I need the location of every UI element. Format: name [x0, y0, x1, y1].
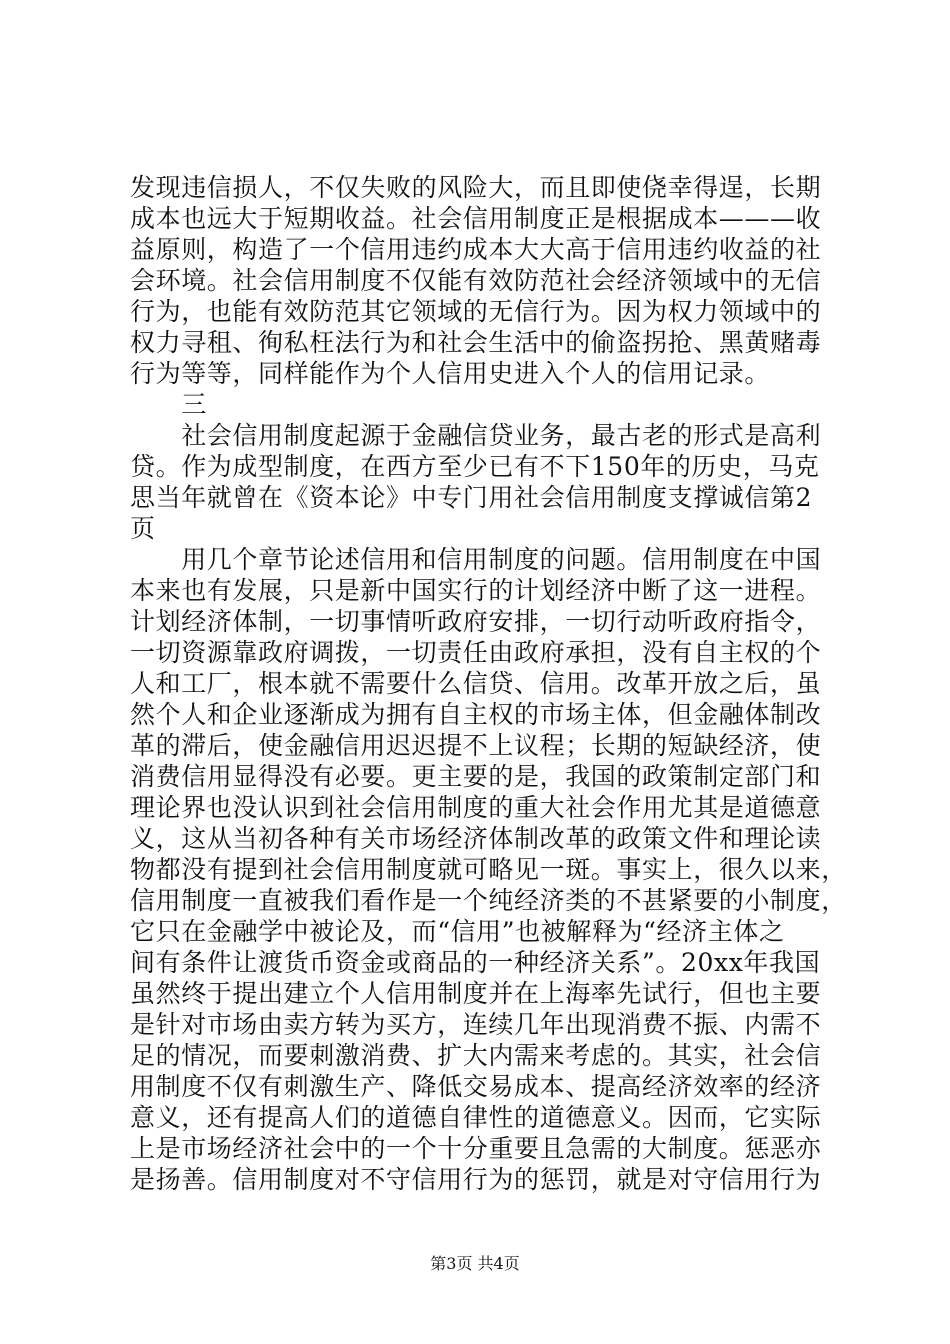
- page-footer: [0, 1251, 950, 1274]
- text-line: 贷。作为成型制度，在西方至少已有不下150年的历史，马克: [130, 452, 820, 481]
- text-line: 益原则，构造了一个信用违约成本大大高于信用违约收益的社: [130, 235, 822, 264]
- text-line: 信用制度一直被我们看作是一个纯经济类的不甚紧要的小制度，: [130, 886, 847, 915]
- text-line: 一切资源靠政府调拨，一切责任由政府承担，没有自主权的个: [130, 638, 822, 667]
- text-line: 思当年就曾在《资本论》中专门用社会信用制度支撑诚信第2: [130, 483, 813, 512]
- text-line: 计划经济体制，一切事情听政府安排，一切行动听政府指令，: [130, 607, 822, 636]
- text-line: 足的情况，而要刺激消费、扩大内需来考虑的。其实，社会信: [130, 1041, 822, 1070]
- text-line: 行为，也能有效防范其它领域的无信行为。因为权力领域中的: [130, 297, 822, 326]
- text-line: 革的滞后，使金融信用迟迟提不上议程；长期的短缺经济，使: [130, 731, 822, 760]
- text-line: 人和工厂，根本就不需要什么信贷、信用。改革开放之后，虽: [130, 669, 822, 698]
- text-line: 间有条件让渡货币资金或商品的一种经济关系”。20xx年我国: [130, 948, 821, 977]
- text-line: 是针对市场由卖方转为买方，连续几年出现消费不振、内需不: [130, 1010, 822, 1039]
- page-number: 第3页 共4页: [430, 1254, 520, 1273]
- text-line: 上是市场经济社会中的一个十分重要且急需的大制度。惩恶亦: [130, 1134, 822, 1163]
- text-line: 成本也远大于短期收益。社会信用制度正是根据成本———收: [130, 204, 822, 233]
- text-line: 发现违信损人，不仅失败的风险大，而且即使侥幸得逞，长期: [130, 173, 822, 202]
- text-line: 是扬善。信用制度对不守信用行为的惩罚，就是对守信用行为: [130, 1165, 822, 1194]
- text-line: 会环境。社会信用制度不仅能有效防范社会经济领域中的无信: [130, 266, 822, 295]
- text-line: 它只在金融学中被论及，而“信用”也被解释为“经济主体之: [130, 917, 785, 946]
- text-line: 消费信用显得没有必要。更主要的是，我国的政策制定部门和: [130, 762, 822, 791]
- text-line: 本来也有发展，只是新中国实行的计划经济中断了这一进程。: [130, 576, 822, 605]
- text-line: 义，这从当初各种有关市场经济体制改革的政策文件和理论读: [130, 824, 822, 853]
- text-line: 社会信用制度起源于金融信贷业务，最古老的形式是高利: [130, 421, 822, 450]
- text-line: 意义，还有提高人们的道德自律性的道德意义。因而，它实际: [130, 1103, 822, 1132]
- text-line: 页: [130, 514, 156, 543]
- text-line: 物都没有提到社会信用制度就可略见一斑。事实上，很久以来，: [130, 855, 847, 884]
- section-heading: 三: [130, 390, 207, 419]
- text-line: 理论界也没认识到社会信用制度的重大社会作用尤其是道德意: [130, 793, 822, 822]
- text-line: 用几个章节论述信用和信用制度的问题。信用制度在中国: [130, 545, 822, 574]
- body-text: [130, 172, 847, 1195]
- text-line: 然个人和企业逐渐成为拥有自主权的市场主体，但金融体制改: [130, 700, 822, 729]
- text-line: 权力寻租、徇私枉法行为和社会生活中的偷盗拐抢、黑黄赌毒: [130, 328, 822, 357]
- text-line: 用制度不仅有刺激生产、降低交易成本、提高经济效率的经济: [130, 1072, 822, 1101]
- text-line: 虽然终于提出建立个人信用制度并在上海率先试行，但也主要: [130, 979, 822, 1008]
- text-line: 行为等等，同样能作为个人信用史进入个人的信用记录。: [130, 359, 771, 388]
